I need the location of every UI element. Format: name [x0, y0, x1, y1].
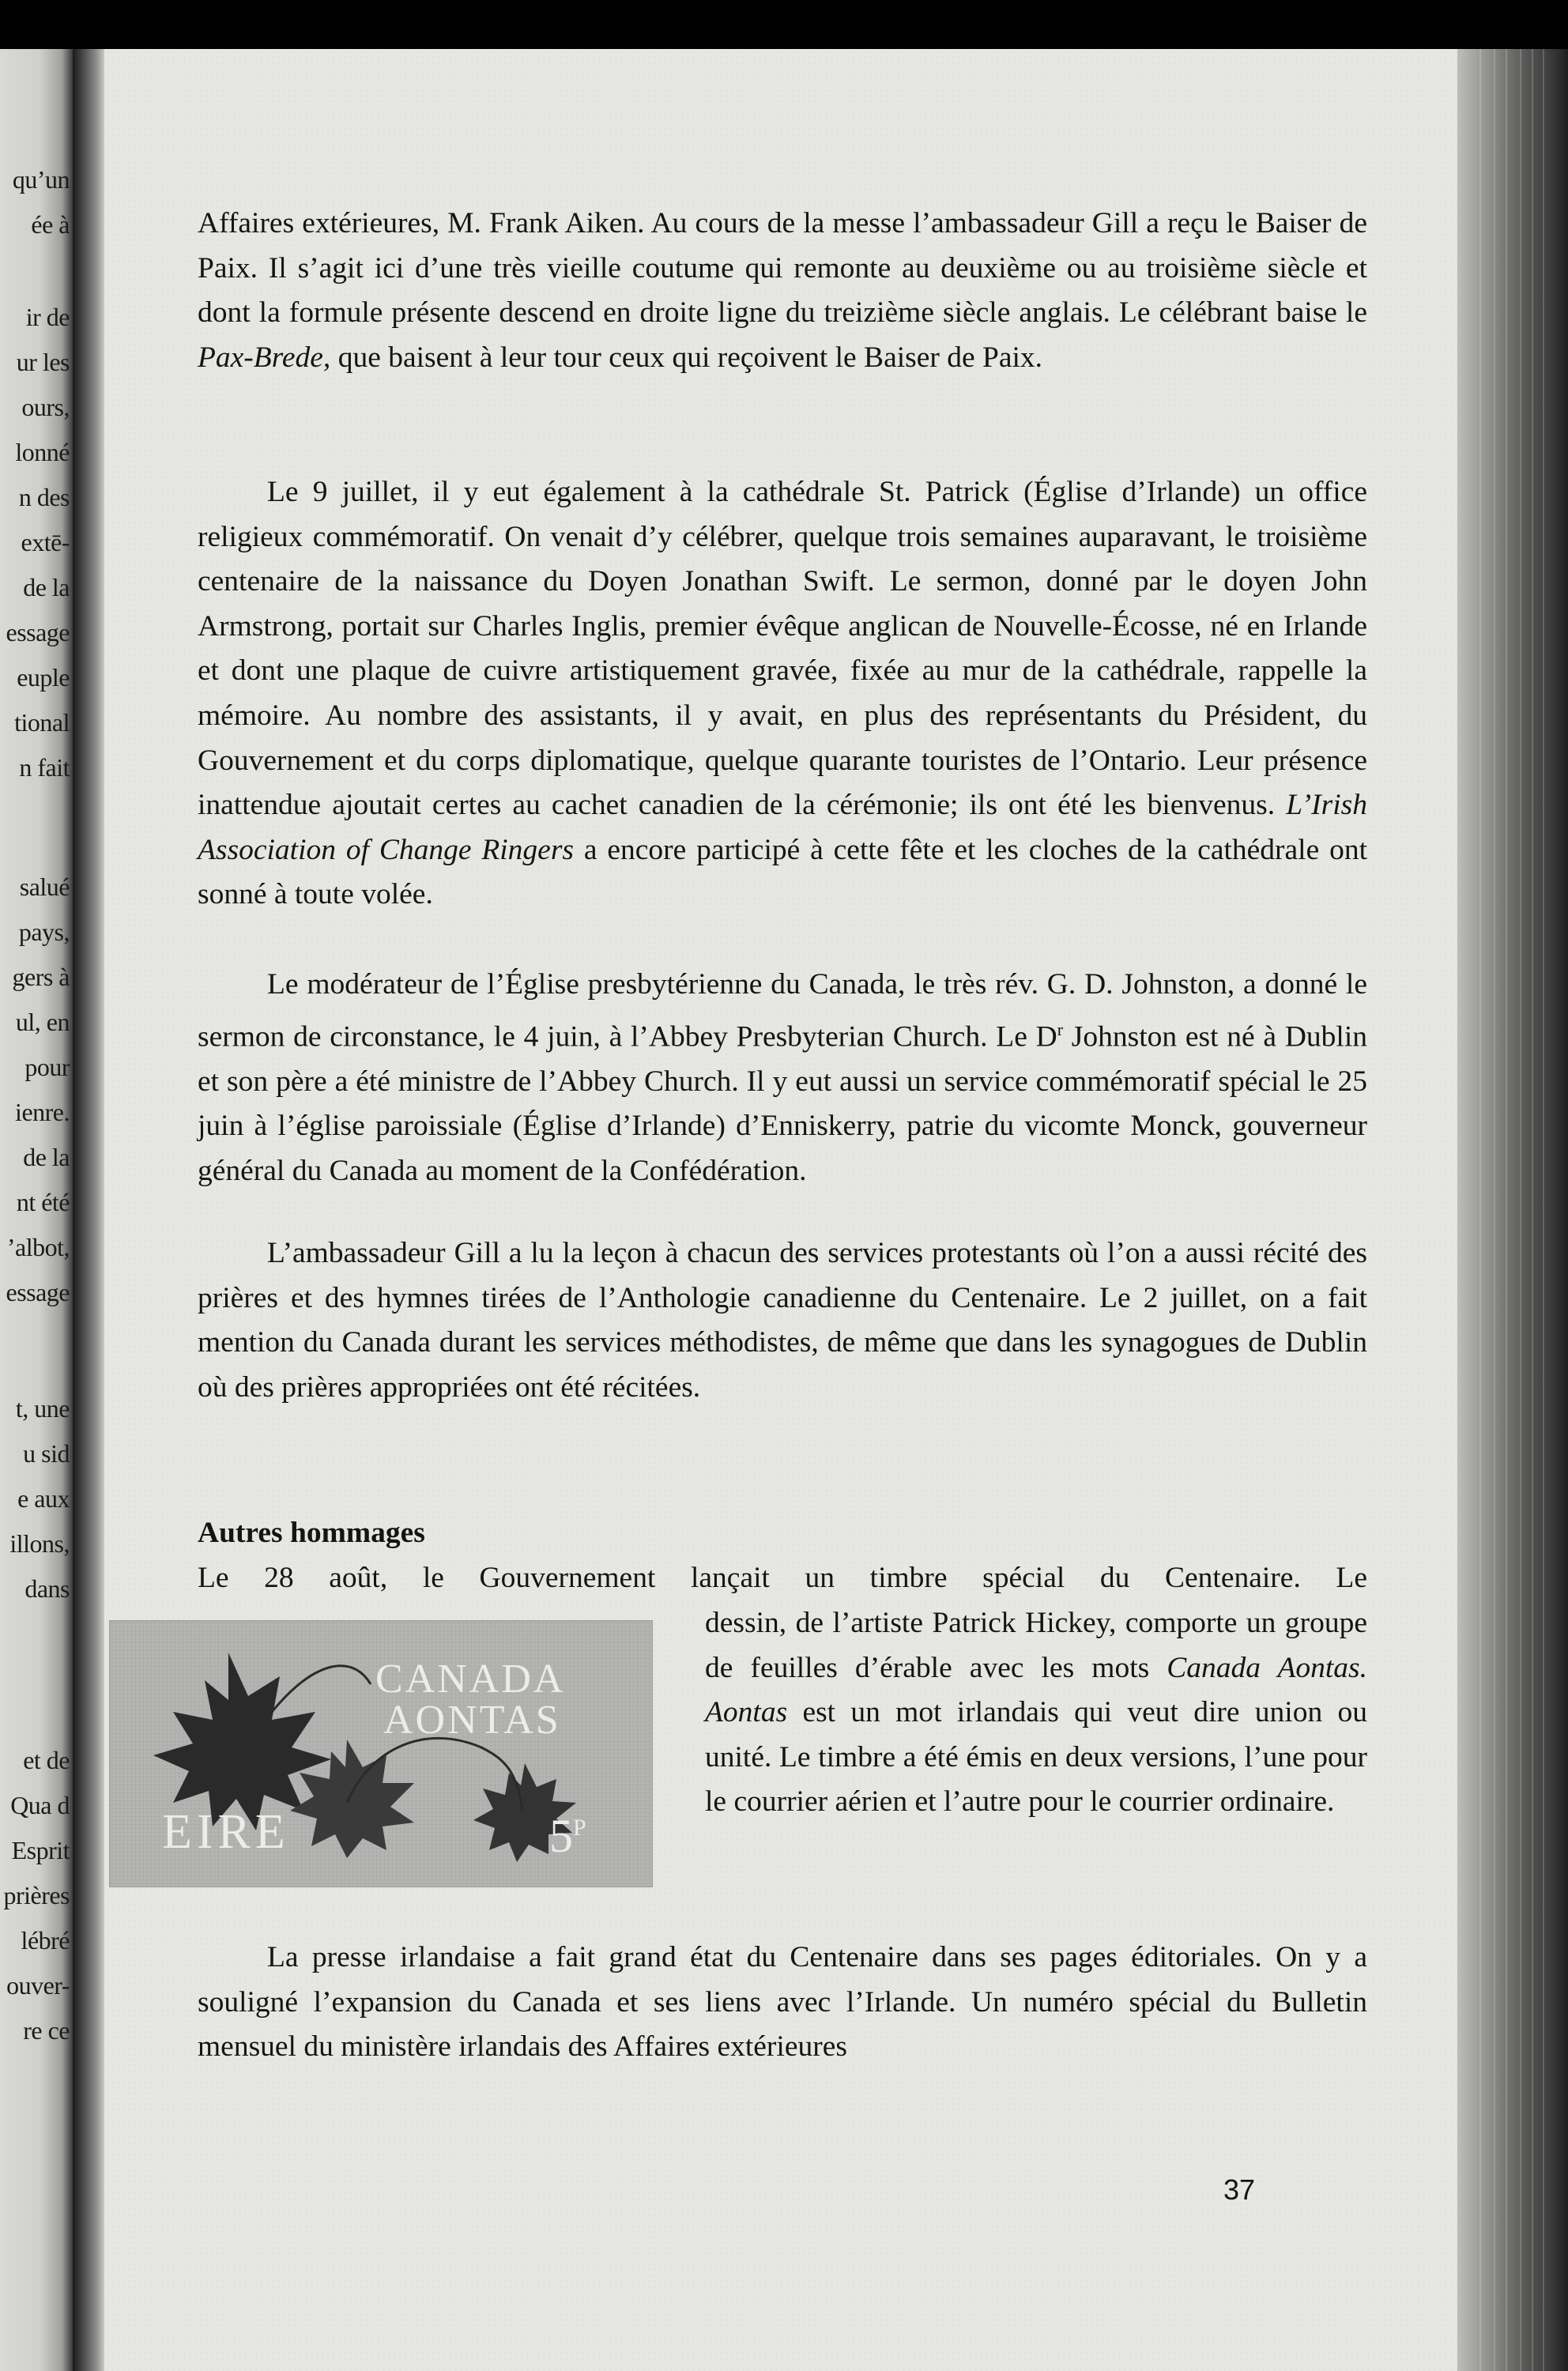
- left-page-fragment: euple: [17, 663, 70, 692]
- left-page-fragment: ul, en: [15, 1008, 70, 1036]
- left-page-fragment: de la: [23, 1143, 70, 1171]
- left-page-fragment: salué: [19, 873, 70, 901]
- left-facing-page: [0, 49, 73, 2371]
- paragraph-2: [198, 470, 1367, 918]
- stamp-line-2: AONTAS: [383, 1698, 561, 1743]
- paragraph-4: [198, 1231, 1367, 1410]
- paragraph-1-text: Affaires extérieures, M. Frank Aiken. Au cours de la messe l’ambassadeur Gill a reçu le Baiser de Paix. Il s’agit ici d’une très vieille coutume qui remonte au deuxième ou au troisième siècle et dont la formule présente descend en droite ligne du treizième siècle anglais. Le célébrant baise le: [198, 207, 1367, 330]
- paragraph-3-text: Le modérateur de l’Église presbytérienne du Canada, le très rév. G. D. Johnston, a donné le sermon de circonstance, le 4 juin, à l’Abbey Presbyterian Church. Le D: [198, 968, 1367, 1054]
- left-page-fragment: tional: [14, 708, 70, 737]
- paragraph-1-italic: Pax-Brede,: [198, 341, 331, 374]
- stamp-value-unit: P: [573, 1815, 586, 1841]
- left-page-fragment: lonné: [15, 438, 70, 466]
- paragraph-5-text: dessin, de l’artiste Patrick Hickey, comporte un groupe de feuilles d’érable avec les mots: [705, 1607, 1367, 1684]
- stamp-value-number: 5: [549, 1810, 573, 1862]
- paragraph-5-end: est un mot irlandais qui veut dire union ou unité. Le timbre a été émis en deux versions, l’une pour le courrier aérien et l’autre pour le courrier ordinaire.: [705, 1696, 1367, 1819]
- left-page-fragment: pour: [24, 1053, 70, 1081]
- section-heading: Autres hommages: [198, 1517, 425, 1549]
- left-page-fragment: illons,: [9, 1529, 70, 1558]
- paragraph-5-italic-1: Canada Aontas.: [1167, 1651, 1367, 1684]
- page-number: 37: [1223, 2173, 1256, 2206]
- left-page-fragment: pays,: [18, 918, 70, 946]
- paragraph-5-first-line: [198, 1556, 1367, 1601]
- left-page-fragment: n fait: [19, 753, 70, 782]
- paragraph-4-text: L’ambassadeur Gill a lu la leçon à chacun des services protestants où l’on a aussi récité des prières et des hymnes tirées de l’Anthologie canadienne du Centenaire. Le 2 juillet, on a fait mention du Canada durant les services méthodistes, de même que dans les synagogues de Dublin où des prières appropriées ont été récitées.: [198, 1237, 1367, 1404]
- left-page-fragment: ir de: [25, 303, 70, 331]
- left-page-fragment: u sid: [23, 1439, 70, 1468]
- paragraph-6-text: La presse irlandaise a fait grand état du Centenaire dans ses pages éditoriales. On y a souligné l’expansion du Canada et ses liens avec l’Irlande. Un numéro spécial du Bulletin mensuel du ministère irlandais des Affaires extérieures: [198, 1941, 1367, 2064]
- paragraph-1-end: que baisent à leur tour ceux qui reçoivent le Baiser de Paix.: [330, 341, 1043, 374]
- left-page-fragment: Esprit: [11, 1836, 70, 1864]
- top-dark-band: [0, 0, 1568, 49]
- left-page-fragment: essage: [6, 618, 70, 646]
- page: [104, 49, 1457, 2371]
- book-gutter: [73, 49, 104, 2371]
- left-page-fragment: nt été: [16, 1188, 70, 1216]
- left-page-fragment: ienre.: [15, 1098, 70, 1126]
- left-page-fragment: n des: [18, 483, 70, 511]
- paragraph-1: [198, 202, 1367, 380]
- left-page-fragment: ’albot,: [6, 1233, 70, 1261]
- left-page-fragment: t, une: [15, 1394, 70, 1423]
- left-page-fragment: ur les: [16, 348, 70, 376]
- paragraph-2-text: Le 9 juillet, il y eut également à la cathédrale St. Patrick (Église d’Irlande) un office religieux commémoratif. On venait d’y célébrer, quelque trois semaines auparavant, le troisième centenaire de la naissance du Doyen Jonathan Swift. Le sermon, donné par le doyen John Armstrong, portait sur Charles Inglis, premier évêque anglican de Nouvelle-Écosse, né en Irlande et dont une plaque de cuivre artistiquement gravée, fixée au mur de la cathédrale, rappelle la mémoire. Au nombre des assistants, il y avait, en plus des représentants du Président, du Gouvernement et du corps diplomatique, quelque quarante touristes de l’Ontario. Leur présence inattendue ajoutait certes au cachet canadien de la cérémonie; ils ont été les bienvenus.: [198, 476, 1367, 822]
- left-page-fragment: dans: [24, 1574, 70, 1603]
- left-page-fragment: re ce: [23, 2016, 70, 2045]
- paragraph-2-end: a encore participé à cette fête et les cloches de la cathédrale ont sonné à toute volée.: [198, 833, 1367, 911]
- left-page-fragment: ouver-: [6, 1971, 70, 2000]
- paragraph-5-wrapped: [705, 1601, 1367, 1825]
- left-page-fragment: gers à: [12, 963, 70, 991]
- left-page-fragment: Qua d: [10, 1791, 70, 1819]
- paragraph-5-line-1: Le 28 août, le Gouvernement lançait un timbre spécial du Centenaire. Le: [198, 1562, 1367, 1594]
- left-page-fragment: ours,: [21, 393, 70, 421]
- stamp-image: [109, 1620, 653, 1887]
- stamp-line-1: CANADA: [375, 1657, 566, 1702]
- left-page-fragment: et de: [23, 1746, 70, 1774]
- left-page-fragment: essage: [6, 1278, 70, 1306]
- left-page-fragment: e aux: [17, 1484, 70, 1513]
- paragraph-3: [198, 963, 1367, 1193]
- paragraph-2-italic: L’Irish Association of Change Ringers: [198, 789, 1367, 866]
- stamp-country: EIRE: [162, 1805, 290, 1859]
- left-page-fragment: qu’un: [12, 165, 70, 194]
- book-page-edge: [1457, 49, 1568, 2371]
- left-page-fragment: ée à: [31, 210, 70, 239]
- paragraph-3-end: Johnston est né à Dublin et son père a été ministre de l’Abbey Church. Il y eut aussi un service commémoratif spécial le 25 juin à l’église paroissiale (Église d’Irlande) d’Enniskerry, patrie du vicomte Monck, gouverneur général du Canada au moment de la Confédération.: [198, 1020, 1367, 1187]
- left-page-fragment: de la: [23, 573, 70, 601]
- stamp-value: [549, 1809, 586, 1864]
- paragraph-6: [198, 1936, 1367, 2070]
- left-page-fragment: lébré: [21, 1926, 70, 1954]
- paragraph-3-superscript: r: [1057, 1019, 1064, 1039]
- paragraph-5-italic-2: Aontas: [705, 1696, 788, 1729]
- left-page-fragment: extē-: [21, 528, 70, 556]
- left-page-fragment: prières: [3, 1881, 70, 1909]
